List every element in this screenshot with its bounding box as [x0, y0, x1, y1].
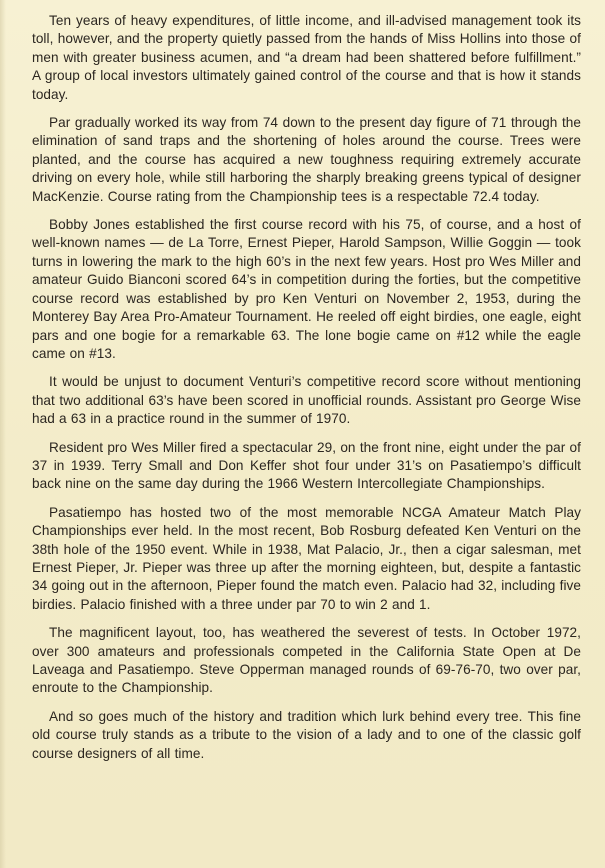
paragraph-unofficial-rounds: It would be unjust to document Venturi’s competitive record score without mentioning that two additional 63’s have been scored in unofficial rounds. Assistant pro George Wise had a 63 in a practice round in the summer of 1970. [32, 374, 581, 427]
paragraph-par-changes: Par gradually worked its way from 74 down to the present day figure of 71 through the elimination of sand traps and the shortening of holes around the course. Trees were planted, and the course has acquired a new toughness requiring extremely accurate driving on every hole, while still harboring the sharply breaking greens typical of designer MacKenzie. Course rating from the Championship tees is a respectable 72.4 today. [32, 115, 581, 204]
paragraph-closing: And so goes much of the history and tradition which lurk behind every tree. This fine old course truly stands as a tribute to the vision of a lady and to one of the classic golf course designers of all time. [32, 708, 581, 761]
paragraph-ncga-championships: Pasatiempo has hosted two of the most memorable NCGA Amateur Match Play Championships ever held. In the most recent, Bob Rosburg defeated Ken Venturi on the 38th hole of the 1950 event. While in 1938, Mat Palacio, Jr., then a cigar salesman, met Ernest Pieper, Jr. Pieper was three up after the morning eighteen, but, despite a fantastic 34 going out in the afternoon, Pieper found the match even. Palacio had 32, including five birdies. Palacio finished with a three under par 70 to win 2 and 1. [32, 504, 581, 612]
page-edge-shadow [0, 0, 6, 868]
paragraph-course-record: Bobby Jones established the first course record with his 75, of course, and a host of well-known names — de La Torre, Ernest Pieper, Harold Sampson, Willie Goggin — took turns in lowering the mark to the high 60’s in the next few years. Host pro Wes Miller and amateur Guido Bianconi scored 64’s in competition during the forties, but the competitive course record was established by pro Ken Venturi on November 2, 1953, during the Monterey Bay Area Pro-Amateur Tournament. He reeled off eight birdies, one eagle, eight pars and one bogie for a remarkable 63. The lone bogie came on #12 while the eagle came on #13. [32, 217, 581, 361]
paragraph-ownership: Ten years of heavy expenditures, of little income, and ill-advised management took its toll, however, and the property quietly passed from the hands of Miss Hollins into those of men with greater business acumen, and “a dream had been shattered before fulfillment.” A group of local investors ultimately gained control of the course and that is how it stands today. [32, 13, 581, 102]
paragraph-state-open: The magnificent layout, too, has weathered the severest of tests. In October 1972, over 300 amateurs and professionals competed in the California State Open at De Laveaga and Pasatiempo. Steve Opperman managed rounds of 69-76-70, two over par, enroute to the Championship. [32, 625, 581, 696]
paragraph-front-nine-record: Resident pro Wes Miller fired a spectacular 29, on the front nine, eight under the par of 37 in 1939. Terry Small and Don Keffer shot four under 31’s on Pasatiempo’s difficult back nine on the same day during the 1966 Western Intercollegiate Championships. [32, 439, 581, 492]
